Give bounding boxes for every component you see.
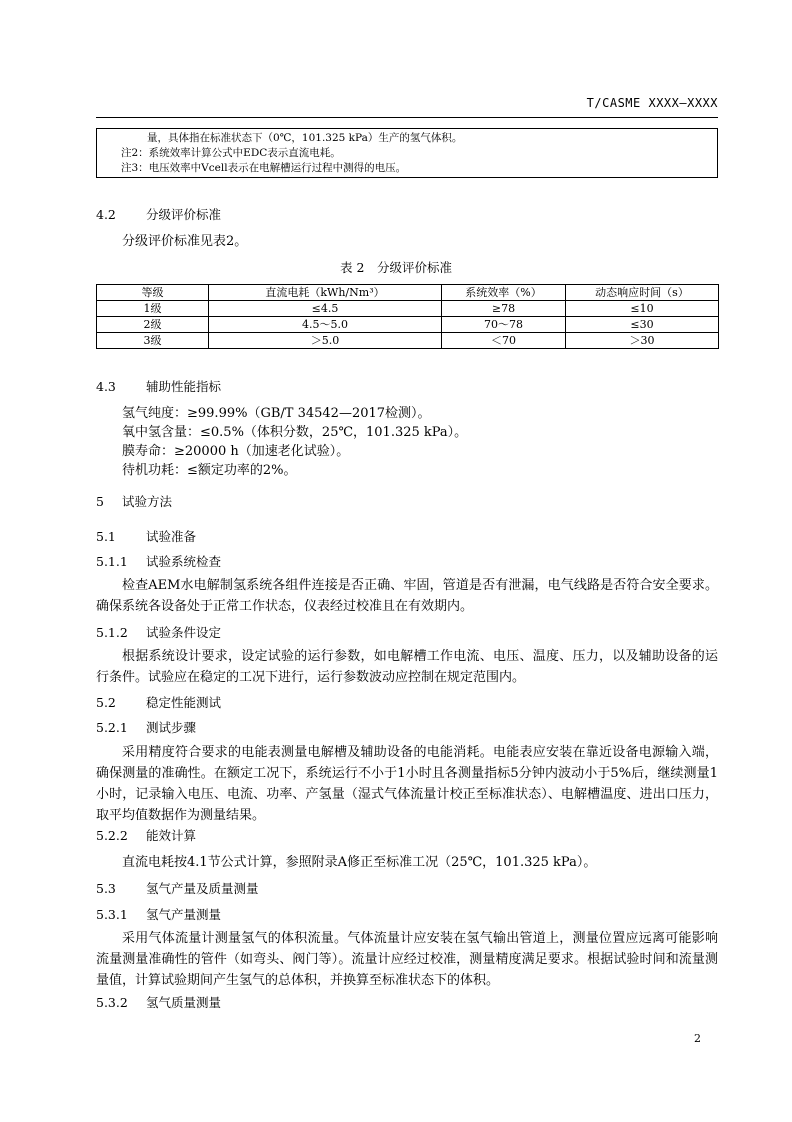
list-item: 氢气纯度：≥99.99%（GB/T 34542—2017检测）。	[122, 406, 431, 421]
table-header-cell: 等级	[97, 285, 209, 301]
heading-5-2-2	[96, 826, 196, 844]
table-row	[97, 333, 719, 349]
heading-number: 5.1.1	[96, 554, 128, 569]
heading-title: 试验系统检查	[146, 554, 222, 569]
list-item: 氧中氢含量：≤0.5%（体积分数，25℃，101.325 kPa）。	[122, 425, 468, 440]
heading-title: 稳定性能测试	[146, 695, 222, 710]
heading-title: 氢气产量测量	[146, 907, 222, 922]
table-cell: ≤10	[566, 301, 719, 317]
heading-4-3	[96, 377, 221, 395]
list-item: 膜寿命：≥20000 h（加速老化试验）。	[122, 444, 350, 459]
heading-number: 5.1	[96, 529, 116, 544]
paragraph-text: 采用精度符合要求的电能表测量电解槽及辅助设备的电能消耗。电能表应安装在靠近设备电源输入端，确保测量的准确性。在额定工况下，系统运行不小于1小时且各测量指标5分钟内波动小于5%后，继续测量1小时，记录输入电压、电流、功率、产氢量（湿式气体流量计校正至标准状态）、电解槽温度、进出口压力，取平均值数据作为测量结果。	[96, 745, 718, 823]
heading-5-3-2	[96, 993, 221, 1011]
table-cell: ≤4.5	[209, 301, 442, 317]
heading-title: 试验方法	[122, 494, 173, 509]
paragraph-5-2-1	[96, 742, 718, 826]
table-row	[97, 317, 719, 333]
heading-number: 5.3.1	[96, 907, 128, 922]
table-header-cell: 直流电耗（kWh/Nm³）	[209, 285, 442, 301]
table-caption: 表 2 分级评价标准	[340, 260, 452, 275]
heading-title: 氢气质量测量	[146, 995, 222, 1010]
heading-number: 5.2.2	[96, 828, 128, 843]
heading-4-2	[96, 205, 221, 223]
paragraph-4-2: 分级评价标准见表2。	[122, 234, 248, 249]
paragraph-5-1-2	[96, 646, 718, 688]
table-cell: ≤30	[566, 317, 719, 333]
table-cell: 3级	[97, 333, 209, 349]
heading-5-1-2	[96, 623, 221, 641]
table-cell: 70～78	[442, 317, 566, 333]
heading-title: 测试步骤	[146, 720, 197, 735]
paragraph-text: 检查AEM水电解制氢系统各组件连接是否正确、牢固，管道是否有泄漏，电气线路是否符合安全要求。确保系统各设备处于正常工作状态，仪表经过校准且在有效期内。	[96, 578, 718, 614]
heading-5-1	[96, 527, 196, 545]
heading-number: 5.2.1	[96, 720, 128, 735]
table-cell: 4.5～5.0	[209, 317, 442, 333]
paragraph-text: 采用气体流量计测量氢气的体积流量。气体流量计应安装在氢气输出管道上，测量位置应远离可能影响流量测量准确性的管件（如弯头、阀门等）。流量计应经过校准，测量精度满足要求。根据试验时间和流量测量值，计算试验期间产生氢气的总体积，并换算至标准状态下的体积。	[96, 931, 718, 988]
heading-number: 5.3	[96, 881, 116, 896]
heading-number: 4.2	[96, 207, 116, 222]
heading-5	[96, 492, 172, 510]
table-row	[97, 301, 719, 317]
heading-5-1-1	[96, 552, 221, 570]
heading-title: 氢气产量及质量测量	[146, 881, 259, 896]
grade-table	[96, 284, 719, 349]
heading-number: 5	[96, 494, 104, 509]
notes-box	[96, 128, 718, 178]
note-line-1: 量，具体指在标准状态下（0℃，101.325 kPa）生产的氢气体积。	[147, 132, 463, 144]
heading-5-3	[96, 879, 259, 897]
table-header-cell: 系统效率（%）	[442, 285, 566, 301]
table-cell: ＞5.0	[209, 333, 442, 349]
heading-title: 试验条件设定	[146, 625, 222, 640]
paragraph-text: 根据系统设计要求，设定试验的运行参数，如电解槽工作电流、电压、温度、压力，以及辅助设备的运行条件。试验应在稳定的工况下进行，运行参数波动应控制在规定范围内。	[96, 649, 718, 685]
paragraph-5-1-1	[96, 575, 718, 617]
heading-5-2-1	[96, 718, 196, 736]
page-number: 2	[694, 1032, 701, 1045]
table-cell: 1级	[97, 301, 209, 317]
list-item: 待机功耗：≤额定功率的2%。	[122, 463, 297, 478]
table-header-cell: 动态响应时间（s）	[566, 285, 719, 301]
heading-number: 5.2	[96, 695, 116, 710]
heading-5-2	[96, 693, 221, 711]
paragraph-5-2-2: 直流电耗按4.1节公式计算，参照附录A修正至标准工况（25℃，101.325 kPa）。	[122, 855, 597, 870]
header-rule	[96, 117, 718, 118]
table-cell: 2级	[97, 317, 209, 333]
heading-5-3-1	[96, 905, 221, 923]
heading-title: 能效计算	[146, 828, 197, 843]
heading-title: 试验准备	[146, 529, 197, 544]
heading-title: 分级评价标准	[146, 207, 222, 222]
table-cell: ≥78	[442, 301, 566, 317]
heading-title: 辅助性能指标	[146, 379, 222, 394]
heading-number: 4.3	[96, 379, 116, 394]
table-cell: ＜70	[442, 333, 566, 349]
note-line-2: 注2：系统效率计算公式中EDC表示直流电耗。	[121, 147, 341, 159]
table-header-row	[97, 285, 719, 301]
heading-number: 5.1.2	[96, 625, 128, 640]
table-cell: ＞30	[566, 333, 719, 349]
document-code: T/CASME XXXX—XXXX	[586, 96, 718, 110]
note-line-3: 注3：电压效率中Vcell表示在电解槽运行过程中测得的电压。	[121, 162, 407, 174]
heading-number: 5.3.2	[96, 995, 128, 1010]
paragraph-5-3-1	[96, 928, 718, 991]
